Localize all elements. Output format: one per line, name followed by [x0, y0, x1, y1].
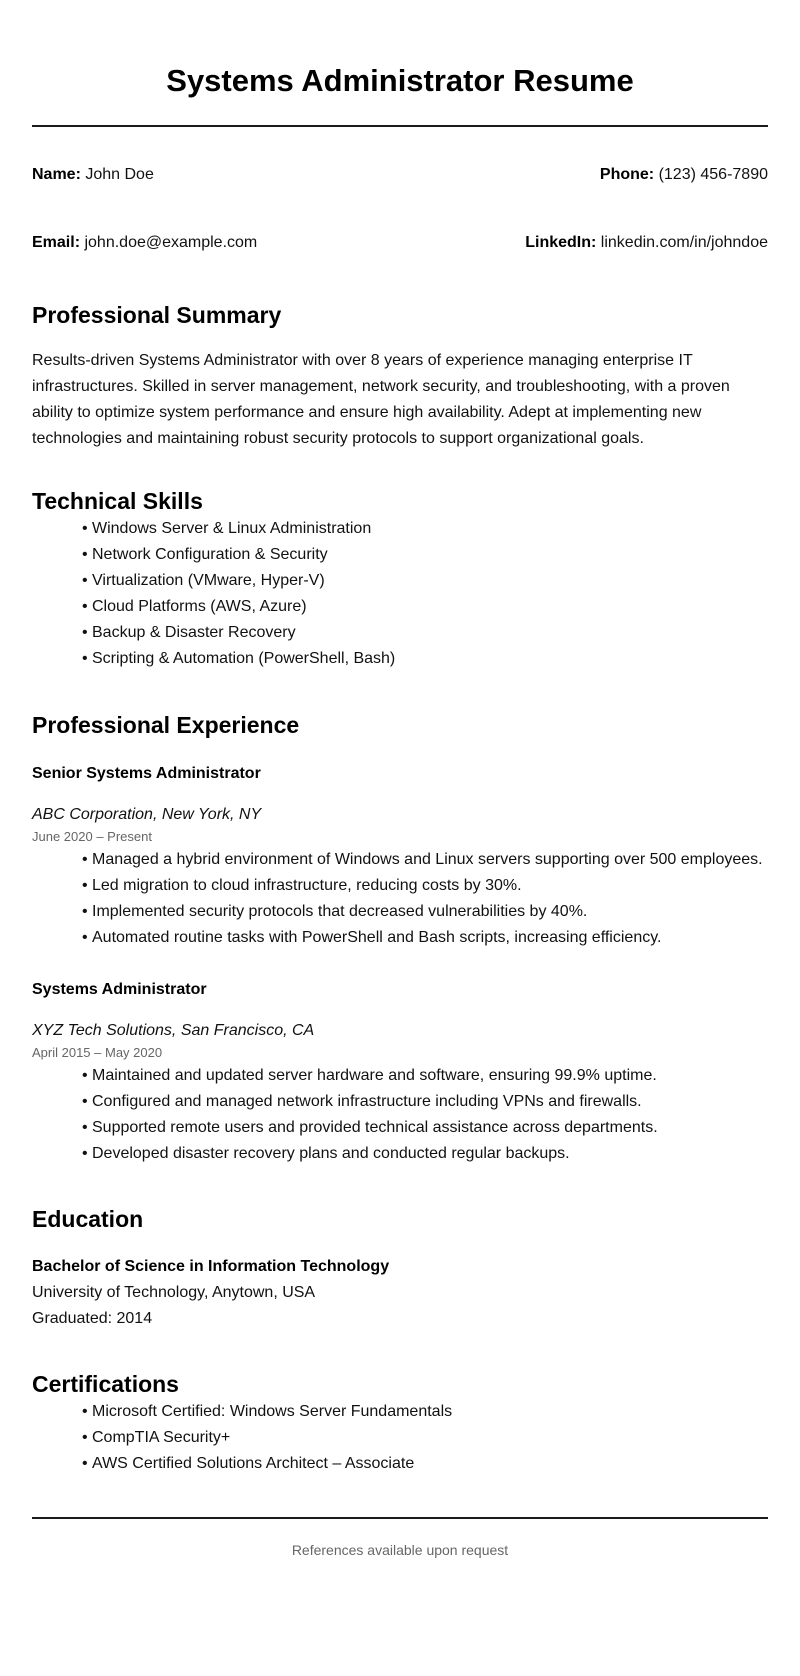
skill-item: • Network Configuration & Security: [82, 542, 768, 568]
job-bullet: • Configured and managed network infrastructure including VPNs and firewalls.: [82, 1089, 768, 1115]
skills-list: [32, 516, 768, 672]
contact-row-1: [32, 165, 768, 185]
resume-page: [32, 0, 768, 1560]
name-value: John Doe: [85, 166, 154, 183]
education-graduated: Graduated: 2014: [32, 1310, 153, 1327]
skills-heading: Technical Skills: [32, 488, 203, 514]
contact-name: [32, 165, 154, 185]
footer-note: References available upon request: [291, 1542, 509, 1558]
skill-item: • Cloud Platforms (AWS, Azure): [82, 594, 768, 620]
job-bullets: [32, 1063, 768, 1167]
skill-item: • Scripting & Automation (PowerShell, Bash): [82, 646, 768, 672]
skill-item: • Backup & Disaster Recovery: [82, 620, 768, 646]
job-entry-1: [32, 764, 768, 951]
education-heading: Education: [32, 1206, 144, 1232]
contact-phone: [600, 165, 768, 185]
page-title: Systems Administrator Resume: [166, 63, 634, 98]
job-bullet: • Developed disaster recovery plans and conducted regular backups.: [82, 1141, 768, 1167]
header-divider: [32, 125, 768, 127]
certification-item: • AWS Certified Solutions Architect – Associate: [82, 1451, 768, 1477]
job-bullet: • Supported remote users and provided technical assistance across departments.: [82, 1115, 768, 1141]
linkedin-value: linkedin.com/in/johndoe: [600, 234, 768, 251]
certification-item: • CompTIA Security+: [82, 1425, 768, 1451]
job-company: ABC Corporation, New York, NY: [32, 806, 262, 823]
contact-email: [32, 233, 257, 253]
linkedin-label: LinkedIn:: [525, 234, 597, 251]
summary-heading: Professional Summary: [32, 302, 282, 328]
job-title: Senior Systems Administrator: [32, 765, 261, 782]
email-label: Email:: [32, 234, 81, 251]
phone-value: (123) 456-7890: [658, 166, 768, 183]
job-title: Systems Administrator: [32, 981, 207, 998]
job-bullets: [32, 847, 768, 951]
certifications-heading: Certifications: [32, 1371, 179, 1397]
name-label: Name:: [32, 166, 81, 183]
email-value: john.doe@example.com: [84, 234, 258, 251]
phone-label: Phone:: [599, 166, 655, 183]
job-dates: April 2015 – May 2020: [32, 1045, 163, 1060]
job-company: XYZ Tech Solutions, San Francisco, CA: [32, 1022, 315, 1039]
contact-row-2: [32, 233, 768, 253]
job-bullet: • Managed a hybrid environment of Windows and Linux servers supporting over 500 employees.: [82, 847, 768, 873]
certification-item: • Microsoft Certified: Windows Server Fundamentals: [82, 1399, 768, 1425]
job-bullet: • Automated routine tasks with PowerShell and Bash scripts, increasing efficiency.: [82, 925, 768, 951]
skill-item: • Windows Server & Linux Administration: [82, 516, 768, 542]
job-bullet: • Implemented security protocols that decreased vulnerabilities by 40%.: [82, 899, 768, 925]
summary-text: Results-driven Systems Administrator with over 8 years of experience managing enterprise IT infrastructures. Skilled in server management, network security, and troubleshooting, with a proven ability to optimize system performance and ensure high availability. Adept at implementing new technologies and maintaining robust security protocols to support organizational goals.: [32, 352, 730, 447]
education-school: University of Technology, Anytown, USA: [32, 1284, 316, 1301]
experience-heading: Professional Experience: [32, 712, 300, 738]
contact-linkedin: [525, 233, 768, 253]
job-entry-2: [32, 980, 768, 1167]
job-bullet: • Led migration to cloud infrastructure, reducing costs by 30%.: [82, 873, 768, 899]
job-bullet: • Maintained and updated server hardware and software, ensuring 99.9% uptime.: [82, 1063, 768, 1089]
education-degree: Bachelor of Science in Information Technology: [32, 1258, 390, 1275]
footer-divider: [32, 1517, 768, 1519]
skill-item: • Virtualization (VMware, Hyper-V): [82, 568, 768, 594]
job-dates: June 2020 – Present: [32, 829, 152, 844]
certifications-list: [32, 1399, 768, 1477]
